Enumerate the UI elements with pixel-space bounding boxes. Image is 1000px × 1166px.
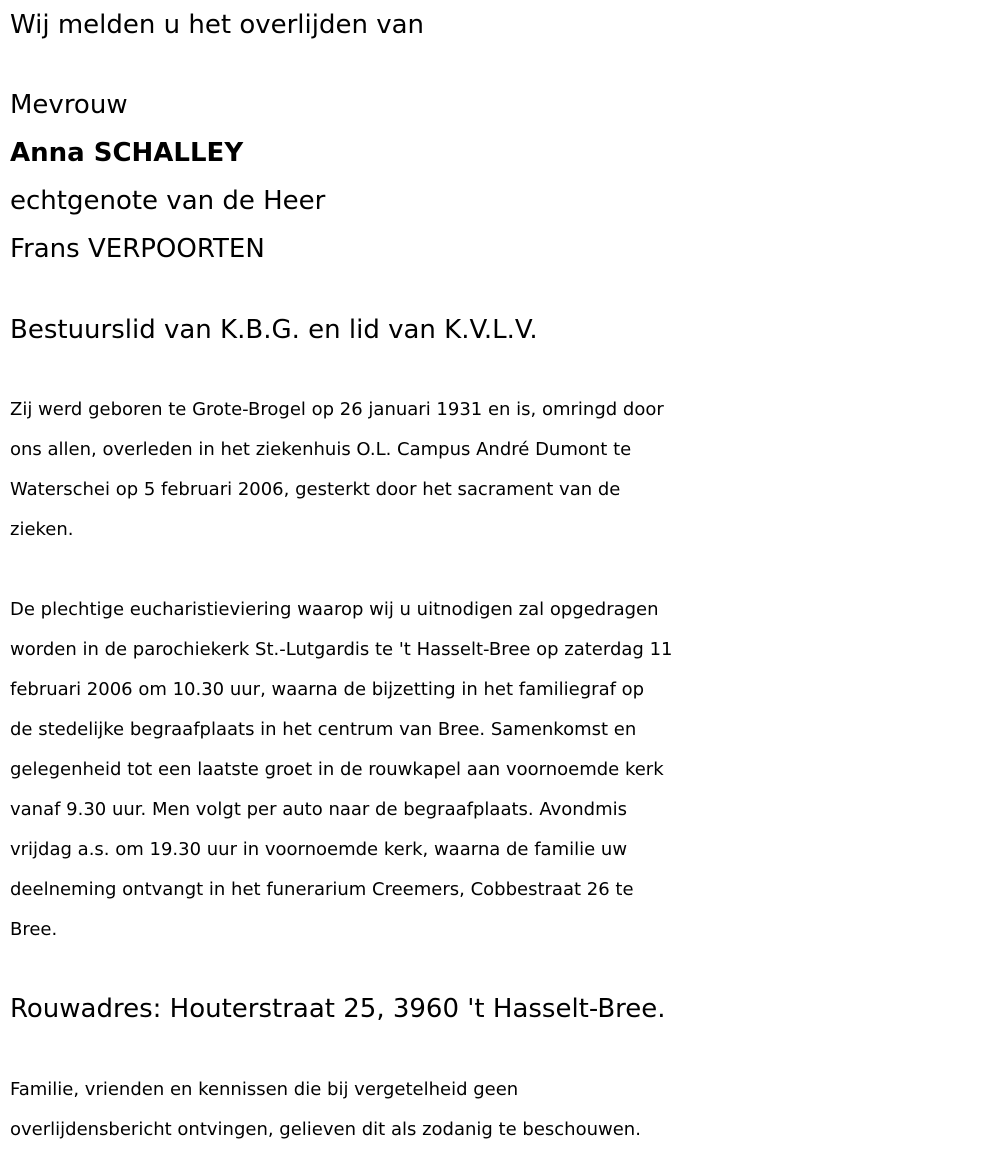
paragraph-line: ons allen, overleden in het ziekenhuis O.L. Campus André Dumont te (10, 439, 632, 460)
deceased-name: Anna SCHALLEY (10, 138, 244, 168)
paragraph-line: februari 2006 om 10.30 uur, waarna de bijzetting in het familiegraf op (10, 679, 645, 700)
paragraph-line: Waterschei op 5 februari 2006, gesterkt door het sacrament van de (10, 479, 621, 500)
ceremony-paragraph (10, 590, 995, 950)
role-text: Bestuurslid van K.B.G. en lid van K.V.L.V. (10, 315, 538, 345)
paragraph-line: Bree. (10, 919, 58, 940)
paragraph-line: De plechtige eucharistieviering waarop wij u uitnodigen zal opgedragen (10, 599, 659, 620)
paragraph-line: Familie, vrienden en kennissen die bij vergetelheid geen (10, 1079, 519, 1100)
spouse-line-1: echtgenote van de Heer (10, 186, 326, 216)
salutation: Mevrouw (10, 90, 128, 120)
paragraph-line: zieken. (10, 519, 74, 540)
paragraph-line: vanaf 9.30 uur. Men volgt per auto naar de begraafplaats. Avondmis (10, 799, 628, 820)
paragraph-line: deelneming ontvangt in het funerarium Creemers, Cobbestraat 26 te (10, 879, 634, 900)
paragraph-line: vrijdag a.s. om 19.30 uur in voornoemde kerk, waarna de familie uw (10, 839, 628, 860)
intro-text: Wij melden u het overlijden van (10, 10, 425, 40)
paragraph-line: de stedelijke begraafplaats in het centrum van Bree. Samenkomst en (10, 719, 637, 740)
paragraph-line: Zij werd geboren te Grote-Brogel op 26 januari 1931 en is, omringd door (10, 399, 664, 420)
closing-paragraph (10, 1070, 995, 1150)
paragraph-line: gelegenheid tot een laatste groet in de rouwkapel aan voornoemde kerk (10, 759, 664, 780)
birth-death-paragraph (10, 390, 995, 550)
spouse-name: Frans VERPOORTEN (10, 234, 265, 264)
mourning-address: Rouwadres: Houterstraat 25, 3960 't Hasselt-Bree. (10, 994, 666, 1024)
paragraph-line: overlijdensbericht ontvingen, gelieven dit als zodanig te beschouwen. (10, 1119, 641, 1140)
paragraph-line: worden in de parochiekerk St.-Lutgardis te 't Hasselt-Bree op zaterdag 11 (10, 639, 673, 660)
